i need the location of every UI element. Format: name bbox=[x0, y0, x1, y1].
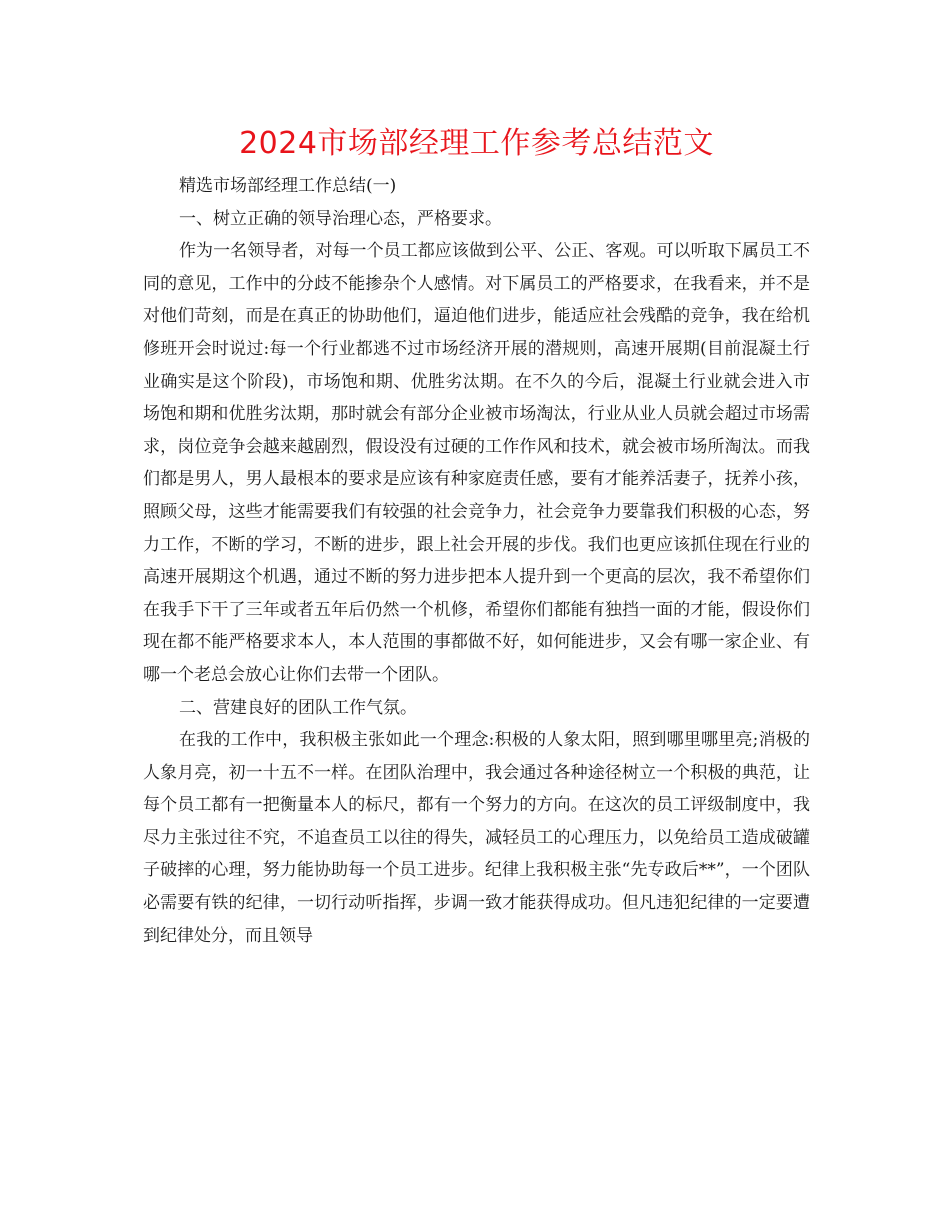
section-heading-one: 一、树立正确的领导治理心态，严格要求。 bbox=[179, 208, 502, 229]
body-paragraph: 在我的工作中，我积极主张如此一个理念:积极的人象太阳，照到哪里哪里亮;消极的人象月亮，初一十五不一样。在团队治理中，我会通过各种途径树立一个积极的典范，让每个员工都有一把衡量本人的标尺，都有一个努力的方向。在这次的员工评级制度中，我尽力主张过往不究，不追查员工以往的得失，减轻员工的心理压力，以免给员工造成破罐子破摔的心理，努力能协助每一个员工进步。纪律上我积极主张“先专政后**”，一个团队必需要有铁的纪律，一切行动听指挥，步调一致才能获得成功。但凡违犯纪律的一定要遭到纪律处分，而且领导 bbox=[143, 730, 810, 946]
section-heading-two: 二、营建良好的团队工作气氛。 bbox=[179, 697, 417, 718]
document-title: 2024市场部经理工作参考总结范文 bbox=[239, 126, 714, 161]
document-body bbox=[143, 170, 810, 952]
body-paragraph: 作为一名领导者，对每一个员工都应该做到公平、公正、客观。可以听取下属员工不同的意见，工作中的分歧不能掺杂个人感情。对下属员工的严格要求，在我看来，并不是对他们苛刻，而是在真正的协助他们，逼迫他们进步，能适应社会残酷的竞争，我在给机修班开会时说过:每一个行业都逃不过市场经济开展的潜规则，高速开展期(目前混凝土行业确实是这个阶段)，市场饱和期、优胜劣汰期。在不久的今后，混凝土行业就会进入市场饱和期和优胜劣汰期，那时就会有部分企业被市场淘汰，行业从业人员就会超过市场需求，岗位竞争会越来越剧烈，假设没有过硬的工作作风和技术，就会被市场所淘汰。而我们都是男人，男人最根本的要求是应该有种家庭责任感，要有才能养活妻子，抚养小孩，照顾父母，这些才能需要我们有较强的社会竞争力，社会竞争力要靠我们积极的心态，努力工作，不断的学习，不断的进步，跟上社会开展的步伐。我们也更应该抓住现在行业的高速开展期这个机遇，通过不断的努力进步把本人提升到一个更高的层次，我不希望你们在我手下干了三年或者五年后仍然一个机修，希望你们都能有独挡一面的才能，假设你们现在都不能严格要求本人，本人范围的事都做不好，如何能进步，又会有哪一家企业、有哪一个老总会放心让你们去带一个团队。 bbox=[143, 241, 810, 685]
section-heading-intro: 精选市场部经理工作总结(一) bbox=[179, 176, 397, 196]
